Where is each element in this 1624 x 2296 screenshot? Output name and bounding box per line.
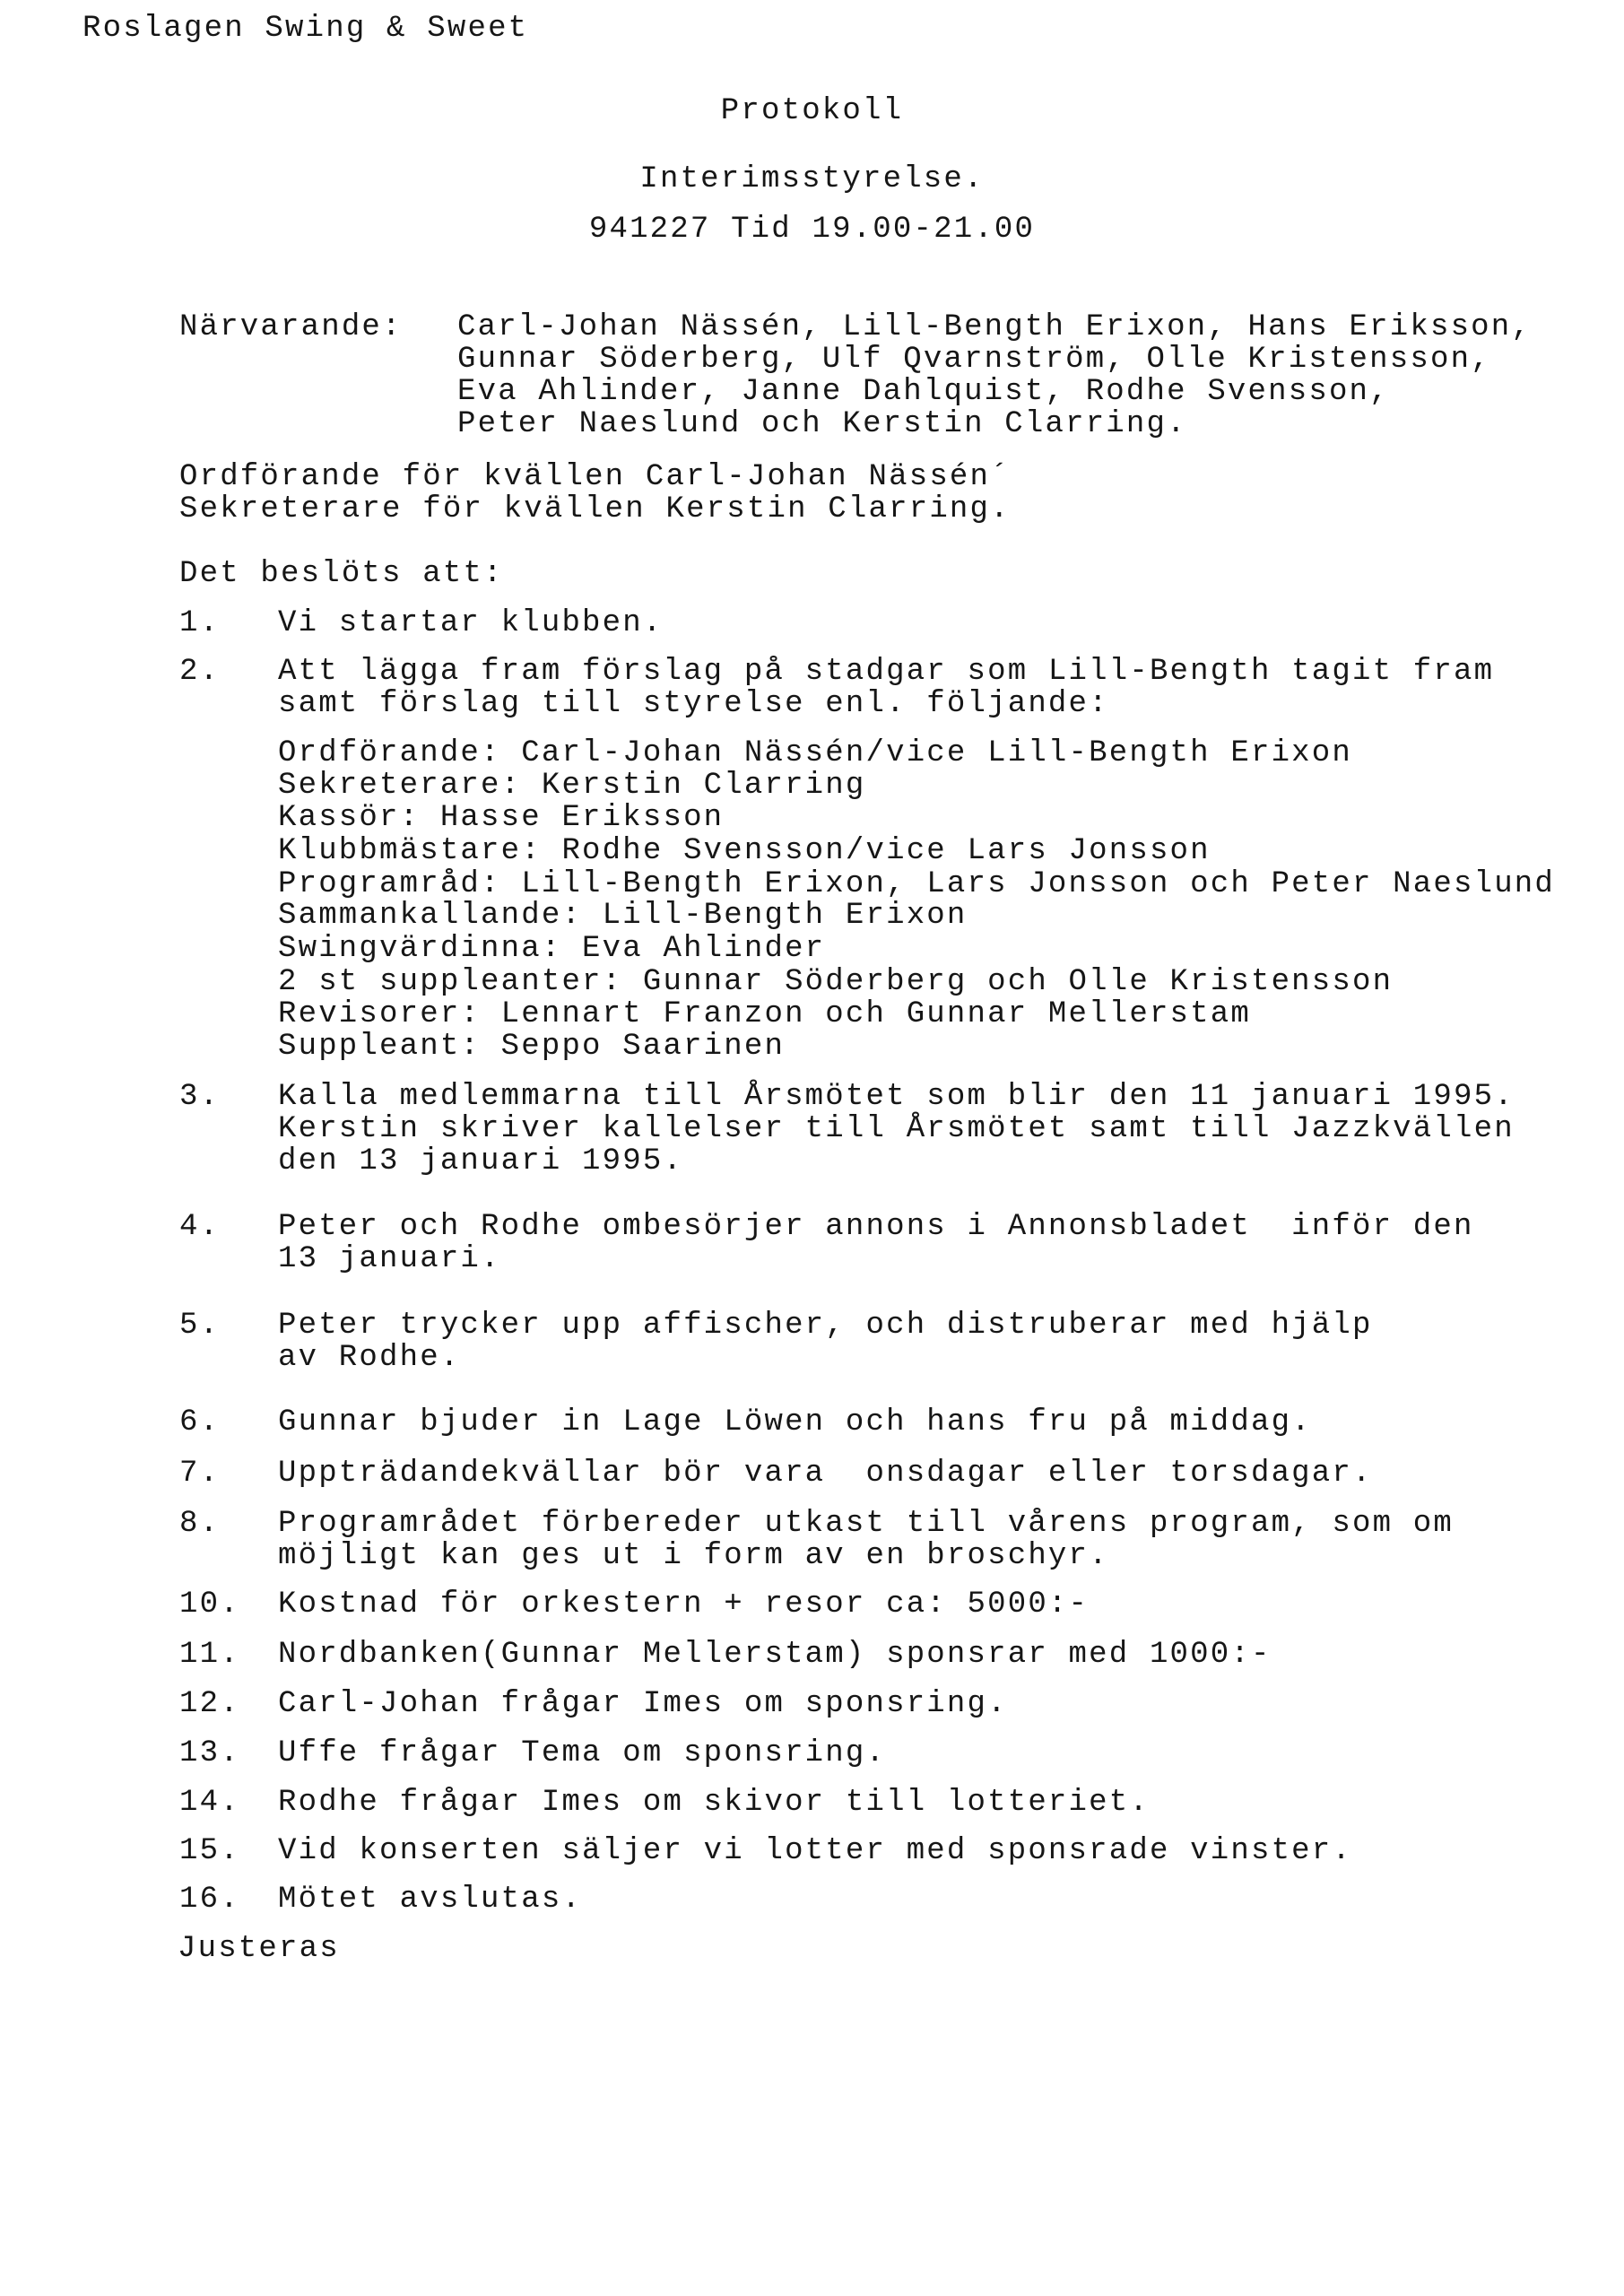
organization-name: Roslagen Swing & Sweet (83, 12, 529, 46)
attendance-line: Peter Naeslund och Kerstin Clarring. (457, 407, 1187, 441)
item-number: 10. (179, 1587, 240, 1622)
item-text: Vi startar klubben. (278, 606, 664, 640)
board-role: Revisorer: Lennart Franzon och Gunnar Mellerstam (278, 997, 1251, 1031)
footer-justeras: Justeras (178, 1932, 340, 1966)
item-text: Att lägga fram förslag på stadgar som Lill-Bength tagit fram (278, 655, 1495, 689)
secretary-line: Sekreterare för kvällen Kerstin Clarring. (179, 492, 1011, 526)
item-text: Uffe frågar Tema om sponsring. (278, 1736, 887, 1770)
item-text: den 13 januari 1995. (278, 1144, 684, 1178)
item-number: 7. (179, 1457, 221, 1491)
attendance-line: Carl-Johan Nässén, Lill-Bength Erixon, Hans Eriksson, (457, 310, 1532, 344)
item-number: 13. (179, 1736, 240, 1770)
item-number: 16. (179, 1883, 240, 1917)
board-role: Klubbmästare: Rodhe Svensson/vice Lars Jonsson (278, 834, 1211, 868)
item-text: Peter och Rodhe ombesörjer annons i Annonsbladet inför den (278, 1210, 1474, 1244)
item-number: 15. (179, 1834, 240, 1868)
item-text: Nordbanken(Gunnar Mellerstam) sponsrar med 1000:- (278, 1638, 1272, 1672)
item-text: Kerstin skriver kallelser till Årsmötet samt till Jazzkvällen (278, 1112, 1515, 1146)
board-role: 2 st suppleanter: Gunnar Söderberg och Olle Kristensson (278, 965, 1394, 999)
attendance-label: Närvarande: (179, 310, 403, 344)
board-role: Programråd: Lill-Bength Erixon, Lars Jonsson och Peter Naeslund (278, 867, 1556, 901)
document-title: Protokoll (720, 94, 904, 128)
item-number: 5. (179, 1309, 221, 1343)
chair-line: Ordförande för kvällen Carl-Johan Nässén´ (179, 460, 1011, 494)
item-text: Rodhe frågar Imes om skivor till lotteriet. (278, 1786, 1150, 1820)
item-number: 11. (179, 1638, 240, 1672)
item-text: Programrådet förbereder utkast till vårens program, som om (278, 1507, 1454, 1541)
item-text: 13 januari. (278, 1242, 501, 1276)
item-text: Kalla medlemmarna till Årsmötet som blir den 11 januari 1995. (278, 1080, 1515, 1114)
attendance-line: Eva Ahlinder, Janne Dahlquist, Rodhe Svensson, (457, 375, 1390, 409)
item-number: 6. (179, 1405, 221, 1439)
item-text: Kostnad för orkestern + resor ca: 5000:- (278, 1587, 1090, 1622)
item-number: 1. (179, 606, 221, 640)
item-number: 2. (179, 655, 221, 689)
item-text: Peter trycker upp affischer, och distruberar med hjälp (278, 1309, 1373, 1343)
item-text: Vid konserten säljer vi lotter med sponsrade vinster. (278, 1834, 1352, 1868)
item-number: 8. (179, 1507, 221, 1541)
item-number: 3. (179, 1080, 221, 1114)
decided-label: Det beslöts att: (179, 557, 504, 591)
board-role: Sammankallande: Lill-Bength Erixon (278, 899, 968, 933)
item-number: 4. (179, 1210, 221, 1244)
item-number: 12. (179, 1687, 240, 1721)
item-text: av Rodhe. (278, 1341, 461, 1375)
item-text: Carl-Johan frågar Imes om sponsring. (278, 1687, 1008, 1721)
board-role: Ordförande: Carl-Johan Nässén/vice Lill-Bength Erixon (278, 736, 1352, 770)
item-text: samt förslag till styrelse enl. följande: (278, 687, 1109, 721)
attendance-line: Gunnar Söderberg, Ulf Qvarnström, Olle Kristensson, (457, 343, 1491, 377)
item-text: Gunnar bjuder in Lage Löwen och hans fru på middag. (278, 1405, 1312, 1439)
item-number: 14. (179, 1786, 240, 1820)
board-role: Suppleant: Seppo Saarinen (278, 1030, 786, 1064)
document-subtitle: Interimsstyrelse. (639, 162, 985, 196)
board-role: Sekreterare: Kerstin Clarring (278, 769, 866, 803)
item-text: Uppträdandekvällar bör vara onsdagar eller torsdagar. (278, 1457, 1373, 1491)
item-text: Mötet avslutas. (278, 1883, 583, 1917)
board-role: Kassör: Hasse Eriksson (278, 801, 725, 835)
board-role: Swingvärdinna: Eva Ahlinder (278, 932, 826, 966)
item-text: möjligt kan ges ut i form av en broschyr. (278, 1539, 1109, 1573)
meeting-date-time: 941227 Tid 19.00-21.00 (588, 213, 1036, 247)
